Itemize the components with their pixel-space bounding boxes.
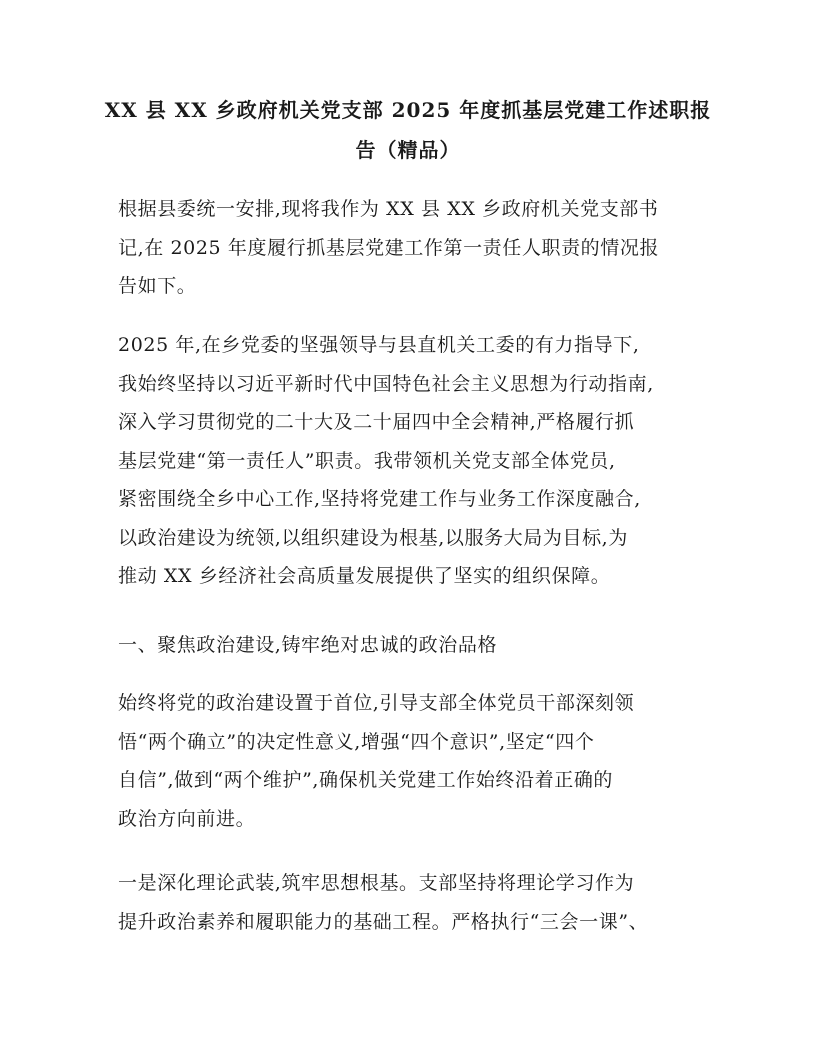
text-line: 2025 年,在乡党委的坚强领导与县直机关工委的有力指导下, — [118, 334, 640, 356]
text-line: 根据县委统一安排,现将我作为 XX 县 XX 乡政府机关党支部书 — [118, 198, 659, 220]
text-line: 自信”,做到“两个维护”,确保机关党建工作始终沿着正确的 — [118, 769, 614, 791]
text-line: 始终将党的政治建设置于首位,引导支部全体党员干部深刻领 — [118, 692, 635, 714]
text-line: 基层党建“第一责任人”职责。我带领机关党支部全体党员, — [118, 449, 616, 472]
document-title — [100, 90, 716, 170]
text-line: 一是深化理论武装,筑牢思想根基。支部坚持将理论学习作为 — [118, 872, 635, 894]
paragraph-political — [118, 684, 718, 838]
text-line: 推动 XX 乡经济社会高质量发展提供了坚实的组织保障。 — [118, 565, 611, 587]
text-line: 我始终坚持以习近平新时代中国特色社会主义思想为行动指南, — [118, 372, 654, 395]
paragraph-intro — [118, 190, 718, 306]
title-line: XX 县 XX 乡政府机关党支部 2025 年度抓基层党建工作述职报 — [104, 98, 712, 122]
text-line: 政治方向前进。 — [118, 807, 256, 830]
paragraph-overview — [118, 326, 718, 596]
text-line: 悟“两个确立”的决定性意义,增强“四个意识”,坚定“四个 — [118, 730, 595, 753]
text-line: 一、聚焦政治建设,铸牢绝对忠诚的政治品格 — [118, 634, 498, 656]
text-line: 以政治建设为统领,以组织建设为根基,以服务大局为目标,为 — [118, 526, 628, 549]
text-line: 深入学习贯彻党的二十大及二十届四中全会精神,严格履行抓 — [118, 411, 635, 433]
title-line: 告（精品） — [355, 138, 461, 162]
text-line: 记,在 2025 年度履行抓基层党建工作第一责任人职责的情况报 — [118, 236, 660, 259]
text-line: 紧密围绕全乡中心工作,坚持将党建工作与业务工作深度融合, — [118, 488, 641, 510]
text-line: 提升政治素养和履职能力的基础工程。严格执行“三会一课”、 — [118, 910, 649, 933]
text-line: 告如下。 — [118, 275, 197, 297]
paragraph-theory — [118, 864, 718, 941]
section-heading — [118, 626, 718, 665]
